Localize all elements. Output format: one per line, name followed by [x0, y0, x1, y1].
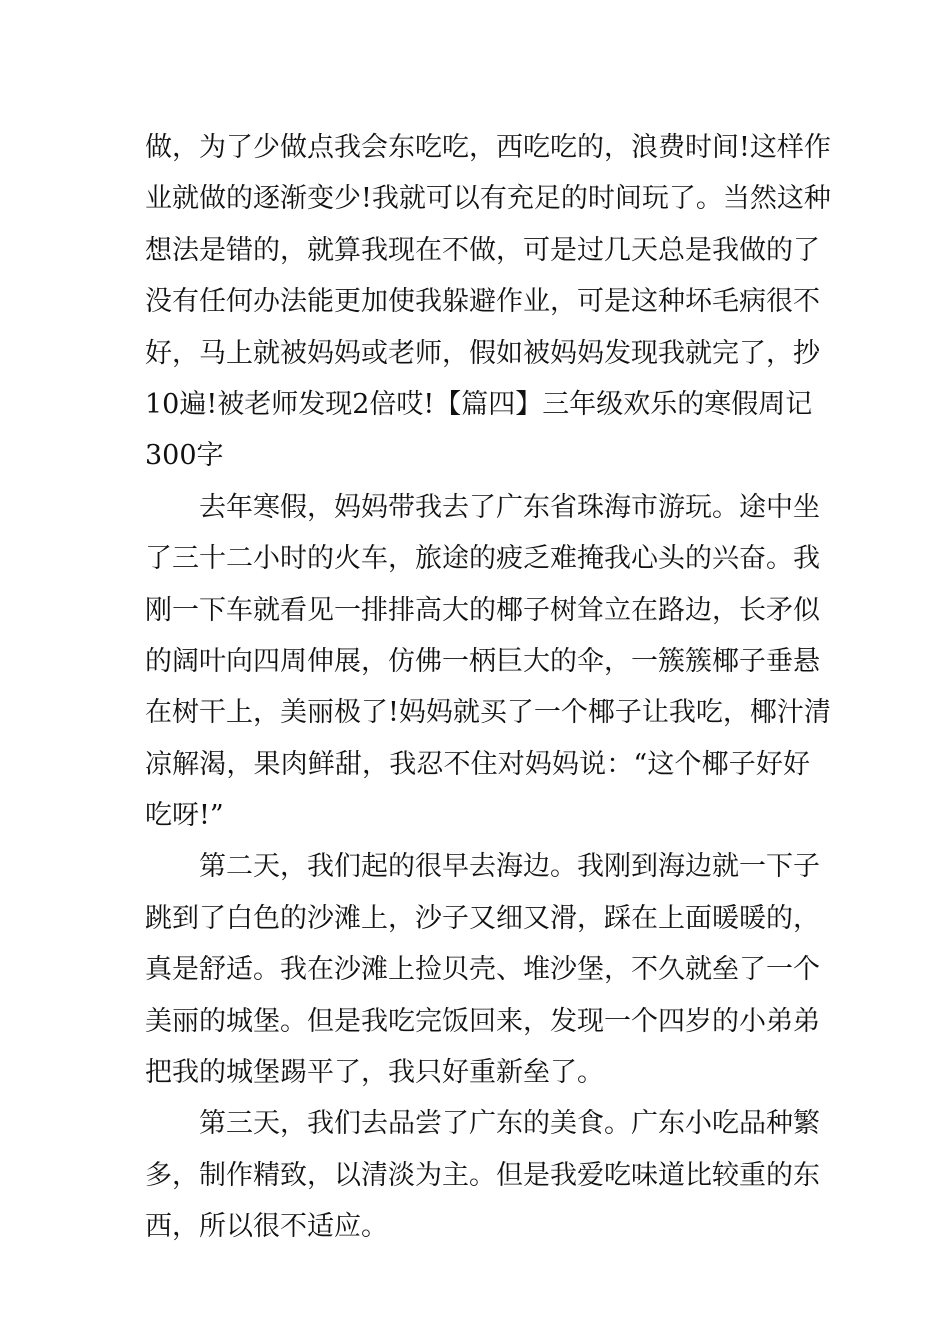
text-line: 没有任何办法能更加使我躲避作业，可是这种坏毛病很不	[145, 286, 820, 318]
text-line: 做，为了少做点我会东吃吃，西吃吃的，浪费时间!这样作	[145, 132, 831, 163]
text-line: 好，马上就被妈妈或老师，假如被妈妈发现我就完了，抄	[145, 337, 820, 369]
text-line: 第二天，我们起的很早去海边。我刚到海边就一下子	[199, 851, 820, 883]
text-line: 去年寒假，妈妈带我去了广东省珠海市游玩。途中坐	[199, 491, 820, 523]
text-line: 吃呀!”	[145, 800, 224, 832]
text-line: 刚一下车就看见一排排高大的椰子树耸立在路边，长矛似	[145, 594, 820, 626]
text-line: 美丽的城堡。但是我吃完饭回来，发现一个四岁的小弟弟	[145, 1005, 820, 1037]
text-line: 西，所以很不适应。	[145, 1211, 388, 1243]
text-line: 跳到了白色的沙滩上，沙子又细又滑，踩在上面暖暖的，	[145, 902, 820, 934]
text-line: 真是舒适。我在沙滩上捡贝壳、堆沙堡，不久就垒了一个	[145, 954, 820, 986]
text-line: 10遍!被老师发现2倍哎!【篇四】三年级欢乐的寒假周记	[145, 388, 813, 420]
text-line: 300字	[145, 440, 224, 472]
text-line: 凉解渴，果肉鲜甜，我忍不住对妈妈说：“这个椰子好好	[145, 748, 810, 780]
text-line: 业就做的逐渐变少!我就可以有充足的时间玩了。当然这种	[145, 183, 831, 215]
text-line: 第三天，我们去品尝了广东的美食。广东小吃品种繁	[199, 1108, 820, 1140]
text-line: 的阔叶向四周伸展，仿佛一柄巨大的伞，一簇簇椰子垂悬	[145, 645, 820, 677]
text-line: 多，制作精致，以清淡为主。但是我爱吃味道比较重的东	[145, 1159, 820, 1191]
document-body-text	[145, 122, 831, 1253]
text-line: 把我的城堡踢平了，我只好重新垒了。	[145, 1057, 604, 1089]
text-line: 想法是错的，就算我现在不做，可是过几天总是我做的了	[145, 234, 820, 266]
text-line: 了三十二小时的火车，旅途的疲乏难掩我心头的兴奋。我	[145, 543, 820, 575]
text-line: 在树干上，美丽极了!妈妈就买了一个椰子让我吃，椰汁清	[145, 697, 831, 729]
